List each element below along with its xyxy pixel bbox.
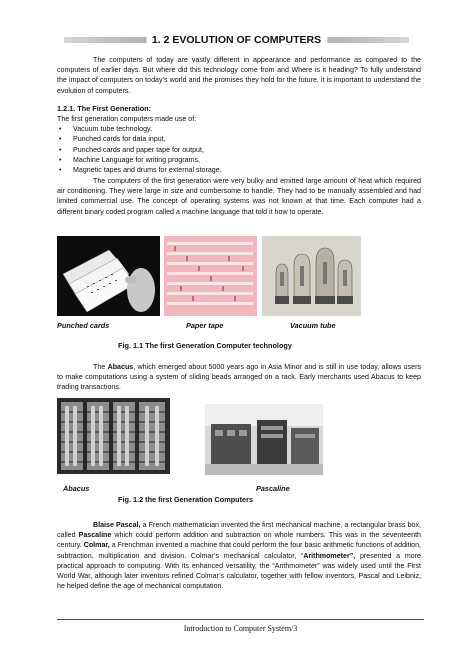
punched-cards-image [57, 236, 160, 316]
pascal-name: Blaise Pascal, [93, 521, 141, 529]
pascal-text-1: a French mathematician invented the first mechanical machine, a rectangular brass box, called [57, 521, 421, 540]
pascal-text-4: presented a more practical approach to computing. With its enhanced versatility, the “Arithmometer” was widely used until the First World War, although later inventors refined Colmar’s calculator, together with fellow inventors, Pascal and Leibniz, he helped define the age of mechanical computation. [57, 551, 421, 591]
figure-1-2-caption: Fig. 1.2 the first Generation Computers [118, 495, 254, 504]
page-footer: Introduction to Computer System/3 [183, 624, 298, 633]
list-item: • Punched cards and paper tape for output, [57, 145, 222, 155]
first-generation-paragraph: The computers of the first generation were very bulky and emitted large amount of heat which required air conditioning. They were large in size and cumbersome to handle. They had to be manually assembled and had limited commercial use. The concept of operating systems was not known at that time. Each computer had a different binary coded program called a machine language that told it how to operate. [57, 177, 421, 216]
paper-tape-label: Paper tape [186, 321, 224, 330]
heading-title: 1. 2 EVOLUTION OF COMPUTERS [146, 33, 327, 47]
chapter-heading [64, 33, 409, 47]
pascaline-label: Pascaline [256, 484, 290, 493]
intro-paragraph: The computers of today are vastly different in appearance and performance as compared to the computers of earlier days. But where did this technology come from and Where is it heading? To fully understand the impact of computers on today’s world and the promises they hold for the future, it is important to understand the evolution of computers. [57, 56, 421, 95]
colmar-name: Colmar, [83, 541, 110, 550]
list-item: • Punched cards for data input, [57, 134, 222, 144]
pascaline-term: Pascaline [78, 531, 112, 540]
paper-tape-image [164, 236, 257, 316]
abacus-term: Abacus [107, 363, 134, 371]
arithmometer-term: Arithmometer”, [303, 551, 356, 560]
section-lead: The first generation computers made use of: [57, 115, 197, 123]
footer-divider [57, 619, 424, 620]
list-item: • Vacuum tube technology, [57, 124, 222, 134]
pascaline-image [205, 404, 323, 475]
abacus-paragraph [57, 362, 421, 393]
figure-1-1-caption: Fig. 1.1 The first Generation Computer technology [118, 341, 292, 350]
pascal-paragraph [57, 520, 421, 591]
abacus-text-pre: The [93, 363, 108, 371]
section-title: 1.2.1. The First Generation: [57, 104, 152, 113]
abacus-image [57, 398, 170, 474]
list-item: • Magnetic tapes and drums for external storage. [57, 165, 222, 175]
vacuum-tube-label: Vacuum tube [290, 321, 336, 330]
list-item: • Machine Language for writing programs, [57, 155, 222, 165]
pascal-text-2: which could perform addition and subtraction on whole numbers. This was in the seventeenth century. [57, 531, 421, 550]
punched-cards-label: Punched cards [57, 321, 110, 330]
pascal-text-3: a Frenchman invented a machine that could perform the four basic arithmetic functions of addition, subtraction, multiplication and division. Colmar’s mechanical calculator, “ [57, 541, 421, 560]
abacus-label: Abacus [63, 484, 90, 493]
abacus-text-post: , which emerged about 5000 years ago in Asia Minor and is still in use today, allows users to make computations using a system of sliding beads arranged on a rack. Early merchants used Abacus to keep trading transactions. [57, 363, 421, 392]
bullet-list [57, 124, 222, 175]
vacuum-tube-image [262, 236, 361, 316]
